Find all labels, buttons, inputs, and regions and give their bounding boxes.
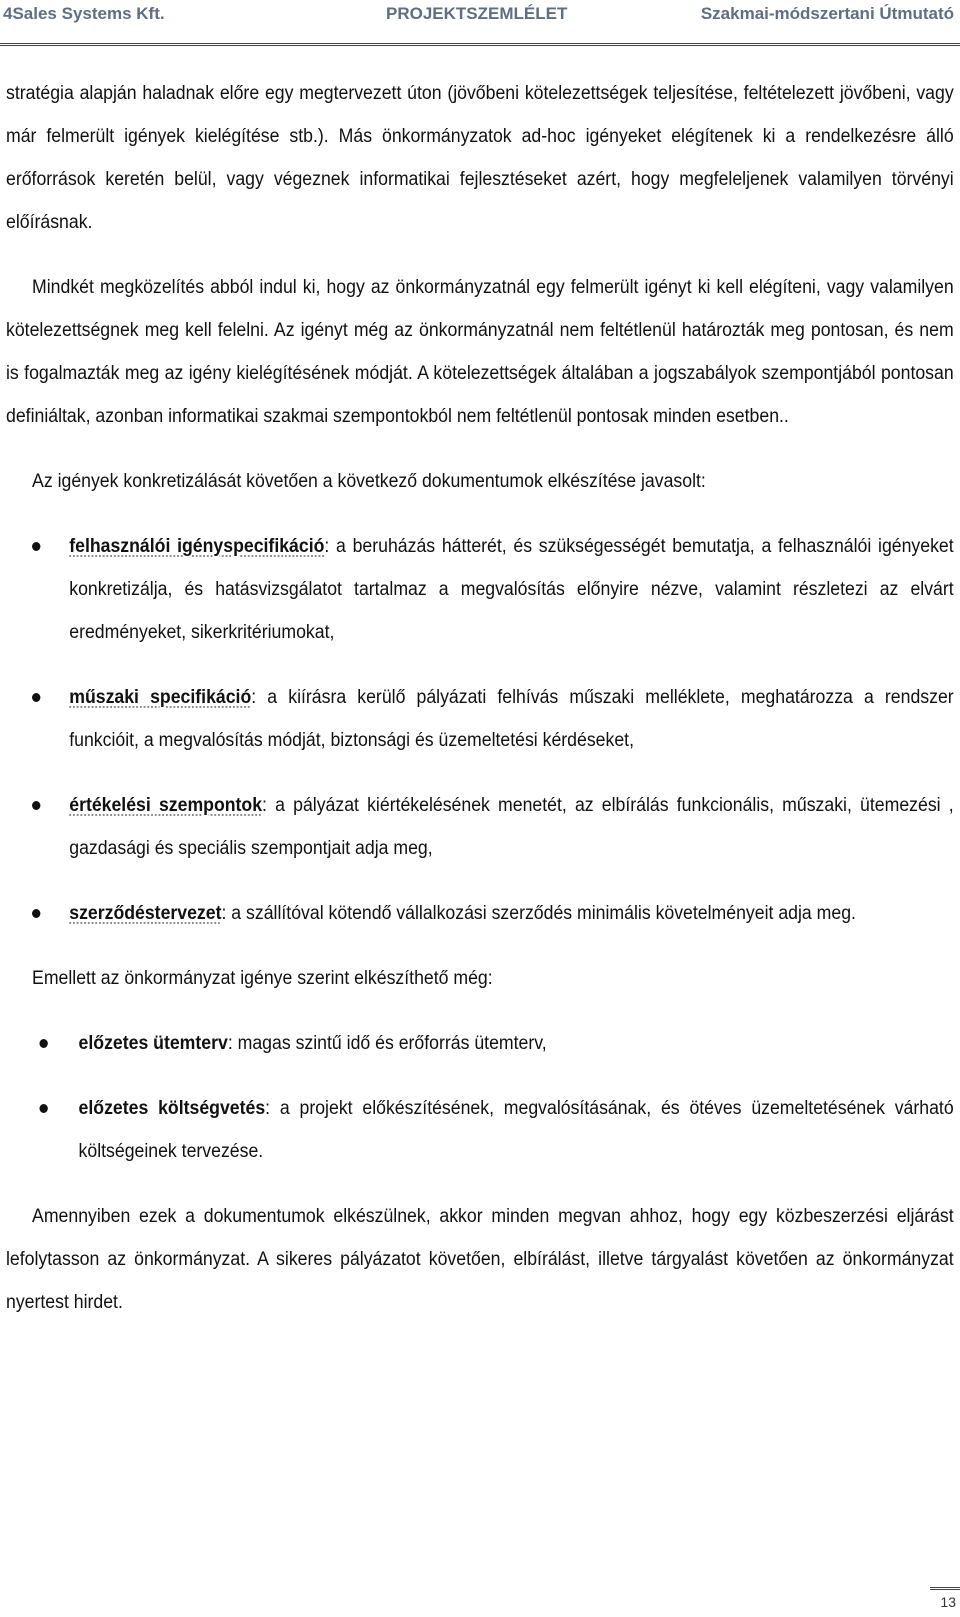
list-item-term: előzetes költségvetés [78,1098,266,1119]
paragraph-procurement: Amennyiben ezek a dokumentumok elkészülnek, akkor minden megvan ahhoz, hogy egy közbeszerzési eljárást lefolytasson az önkormányzat. A sikeres pályázatot követően, elbírálást, illetve tárgyalást követően az önkormányzat nyertest hirdet. [6,1206,954,1313]
page-header [0,0,960,46]
paragraph-documents-intro: Az igények konkretizálását követően a következő dokumentumok elkészítése javasolt: [32,471,706,492]
list-item [6,784,954,870]
bullet-icon [32,801,40,810]
recommended-documents-list [6,525,954,935]
bullet-icon [32,693,40,702]
header-company: 4Sales Systems Kft. [3,4,165,23]
document-body [6,72,954,1346]
list-item [6,525,954,654]
list-item [6,1087,954,1173]
paragraph-approaches: Mindkét megközelítés abból indul ki, hogy az önkormányzatnál egy felmerült igényt ki kell elégíteni, vagy valamilyen kötelezettségnek meg kell felelni. Az igényt még az önkormányzatnál nem feltétlenül határozták meg pontosan, és nem is fogalmazták meg az igény kielégítésének módját. A kötelezettségek általában a jogszabályok szempontjából pontosan definiáltak, azonban informatikai szakmai szempontokból nem feltétlenül pontosak minden esetben.. [6,277,954,427]
list-item-term: előzetes ütemterv [78,1033,228,1054]
bullet-icon [32,909,40,918]
bullet-icon [39,1039,47,1048]
list-item-text: : a projekt előkészítésének, megvalósításának, és ötéves üzemeltetésének várható költségeinek tervezése. [78,1098,954,1162]
list-item-term: értékelési szempontok [69,795,263,816]
optional-documents-list [6,1022,954,1173]
paragraph-optional-intro: Emellett az önkormányzat igénye szerint elkészíthető még: [32,968,493,989]
list-item-text: : a kiírásra kerülő pályázati felhívás műszaki melléklete, meghatározza a rendszer funkcióit, a megvalósítás módját, biztonsági és üzemeltetési kérdéseket, [69,687,954,751]
list-item-text: : magas szintű idő és erőforrás ütemterv, [227,1033,547,1054]
list-item-text: : a beruházás hátterét, és szükségességét bemutatja, a felhasználói igényeket konkretizálja, és hatásvizsgálatot tartalmaz a megvalósítás előnyire nézve, valamint részletezi az elvárt eredményeket, sikerkritériumokat, [69,536,954,643]
list-item [6,892,954,935]
list-item-term: szerződéstervezet [69,903,222,924]
list-item-term: felhasználói igényspecifikáció [69,536,325,557]
header-document-type: Szakmai-módszertani Útmutató [700,4,954,23]
paragraph-strategy: stratégia alapján haladnak előre egy megtervezett úton (jövőbeni kötelezettségek teljesítése, feltételezett jövőbeni, vagy már felmerült igények kielégítése stb.). Más önkormányzatok ad-hoc igényeket elégítenek ki a rendelkezésre álló erőforrások keretén belül, vagy végeznek informatikai fejlesztéseket azért, hogy megfeleljenek valamilyen törvényi előírásnak. [6,83,954,233]
header-title: PROJEKTSZEMLÉLET [386,4,568,23]
list-item-term: műszaki specifikáció [69,687,252,708]
bullet-icon [32,542,40,551]
list-item [6,676,954,762]
list-item [6,1022,954,1065]
page-number: 13 [940,1594,956,1610]
footer-rule [930,1587,960,1590]
list-item-text: : a pályázat kiértékelésének menetét, az elbírálás funkcionális, műszaki, ütemezési , gazdasági és speciális szempontjait adja meg, [69,795,954,859]
bullet-icon [39,1104,47,1113]
list-item-text: : a szállítóval kötendő vállalkozási szerződés minimális követelményeit adja meg. [221,903,856,924]
